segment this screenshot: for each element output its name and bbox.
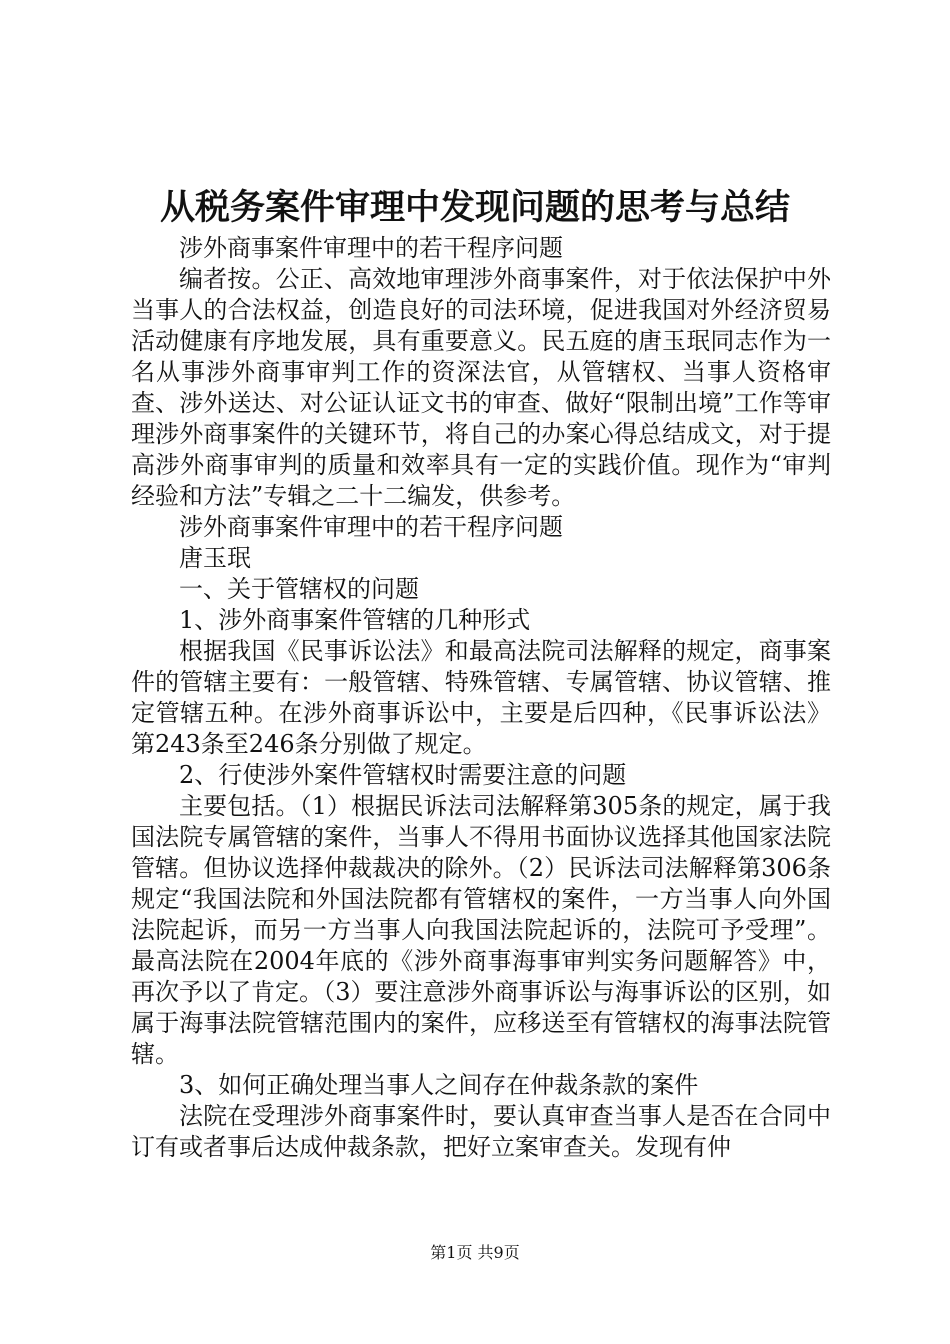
author-paragraph: 唐玉珉 [179,544,251,572]
subtitle-paragraph: 涉外商事案件审理中的若干程序问题 [179,234,563,262]
document-body [131,233,831,1163]
editor-note-paragraph: 编者按。公正、高效地审理涉外商事案件，对于依法保护中外当事人的合法权益，创造良好的司法环境，促进我国对外经济贸易活动健康有序地发展，具有重要意义。民五庭的唐玉珉同志作为一名从事涉外商事审判工作的资深法官，从管辖权、当事人资格审查、涉外送达、对公证认证文书的审查、做好“限制出境”工作等审理涉外商事案件的关键环节，将自己的办案心得总结成文，对于提高涉外商事审判的质量和效率具有一定的实践价值。现作为“审判经验和方法”专辑之二十二编发，供参考。 [131,265,831,510]
section-heading: 一、关于管辖权的问题 [179,575,419,603]
subsection-heading: 2、行使涉外案件管辖权时需要注意的问题 [179,761,627,789]
document-title: 从税务案件审理中发现问题的思考与总结 [159,188,790,228]
article-title-paragraph: 涉外商事案件审理中的若干程序问题 [179,513,563,541]
subsection-heading: 1、涉外商事案件管辖的几种形式 [179,606,531,634]
subsection-heading: 3、如何正确处理当事人之间存在仲裁条款的案件 [179,1071,699,1099]
body-paragraph: 主要包括。（1）根据民诉法司法解释第305条的规定，属于我国法院专属管辖的案件，当事人不得用书面协议选择其他国家法院管辖。但协议选择仲裁裁决的除外。（2）民诉法司法解释第306条规定“我国法院和外国法院都有管辖权的案件，一方当事人向外国法院起诉，而另一方当事人向我国法院起诉的，法院可予受理”。最高法院在2004年底的《涉外商事海事审判实务问题解答》中，再次予以了肯定。（3）要注意涉外商事诉讼与海事诉讼的区别，如属于海事法院管辖范围内的案件，应移送至有管辖权的海事法院管辖。 [131,792,831,1068]
body-paragraph: 根据我国《民事诉讼法》和最高法院司法解释的规定，商事案件的管辖主要有：一般管辖、特殊管辖、专属管辖、协议管辖、推定管辖五种。在涉外商事诉讼中，主要是后四种，《民事诉讼法》第243条至246条分别做了规定。 [131,637,831,758]
body-paragraph: 法院在受理涉外商事案件时，要认真审查当事人是否在合同中订有或者事后达成仲裁条款，把好立案审查关。发现有仲 [131,1102,831,1161]
page-number-footer: 第1页 共9页 [430,1243,520,1262]
